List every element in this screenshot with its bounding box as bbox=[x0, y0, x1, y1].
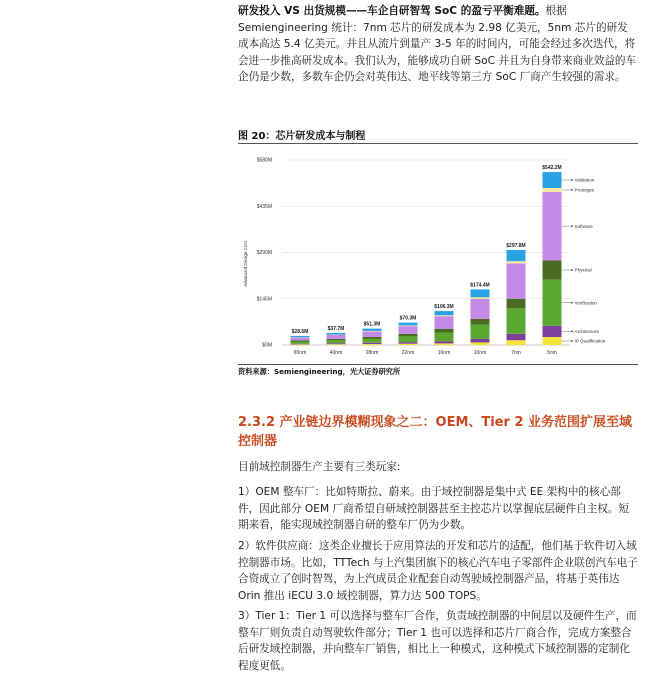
bar-segment bbox=[543, 192, 562, 261]
bar-segment bbox=[363, 344, 382, 345]
y-tick-label: $290M bbox=[256, 250, 272, 257]
intro-lead: 研发投入 VS 出货规模——车企自研智驾 SoC 的盈亏平衡难题。 bbox=[238, 5, 546, 17]
x-tick-label: 22nm bbox=[401, 350, 415, 356]
players-item-tier1: 3）Tier 1：Tier 1 可以选择与整车厂合作，负责域控制器的中间层以及硬件生产，而整车厂则负责自动驾驶软件部分；Tier 1 也可以选择和芯片厂商合作，完成方案整合后研发域控制器，并向整车厂销售，相比上一种模式，这种模式下域控制器的定制化程度更低。 bbox=[238, 610, 637, 672]
figure-top-rule bbox=[238, 143, 638, 144]
figure-bottom-rule bbox=[238, 364, 638, 365]
players-item-software: 2）软件供应商：这类企业擅长于应用算法的开发和芯片的适配，他们基于软件切入域控制器市场。比如，TTTech 与上汽集团旗下的核心汽车电子零部件企业联创汽车电子合资成立了创时智驾，为上汽成员企业配套自动驾驶域控制器产品，将基于英伟达 Orin 推出 iECU 3.0 域控制器，算力达 500 TOPS。 bbox=[238, 540, 638, 602]
y-tick-label: $435M bbox=[256, 203, 272, 210]
figure-title: 图 20：芯片研发成本与制程 bbox=[238, 131, 366, 142]
bar-segment bbox=[327, 339, 346, 340]
intro-paragraph bbox=[238, 3, 638, 86]
bar-segment bbox=[543, 337, 562, 345]
bar-segment bbox=[435, 316, 454, 329]
chart-gridlines bbox=[282, 160, 570, 345]
bar-segment bbox=[471, 319, 490, 325]
bar-segment bbox=[435, 311, 454, 315]
x-tick-label: 28nm bbox=[365, 350, 379, 356]
section-heading: 2.3.2 产业链边界模糊现象之二：OEM、Tier 2 业务范围扩展至域控制器 bbox=[238, 415, 633, 449]
bar-segment bbox=[327, 335, 346, 339]
bar-segment bbox=[399, 342, 418, 344]
x-tick-label: 7nm bbox=[511, 350, 521, 356]
legend-dot bbox=[571, 179, 573, 181]
bar-segment bbox=[363, 332, 382, 338]
legend-dot bbox=[571, 189, 573, 191]
bar-segment bbox=[399, 344, 418, 345]
bar-segment bbox=[435, 341, 454, 343]
players-intro: 目前域控制器生产主要有三类玩家: bbox=[238, 461, 401, 473]
legend-label: Prototype bbox=[574, 187, 595, 193]
bar-total-label: $174.4M bbox=[470, 282, 490, 289]
x-tick-label: 40nm bbox=[329, 350, 343, 356]
bar-segment bbox=[363, 337, 382, 339]
legend-dot bbox=[571, 331, 573, 333]
bar-segment bbox=[543, 188, 562, 192]
bar-segment bbox=[327, 333, 346, 335]
bar-segment bbox=[327, 340, 346, 343]
legend-dot bbox=[571, 225, 573, 227]
bar-segment bbox=[399, 325, 418, 326]
bar-segment bbox=[363, 331, 382, 332]
bar-segment bbox=[507, 263, 526, 298]
bar-segment bbox=[399, 323, 418, 326]
bar-segment bbox=[471, 299, 490, 319]
bar-segment bbox=[327, 344, 346, 345]
y-tick-label: $0M bbox=[262, 342, 272, 349]
chart-bars bbox=[291, 172, 562, 345]
bar-total-label: $70.3M bbox=[399, 315, 417, 322]
bar-segment bbox=[363, 339, 382, 343]
chart-y-axis-label: Advanced Design Cost bbox=[243, 241, 248, 287]
legend-dot bbox=[571, 269, 573, 271]
bar-total-label: $297.8M bbox=[506, 243, 526, 250]
bar-total-label: $28.5M bbox=[291, 328, 309, 335]
bar-segment bbox=[435, 329, 454, 333]
figure-source: 资料来源：Semiengineering，光大证券研究所 bbox=[238, 367, 401, 376]
bar-segment bbox=[399, 336, 418, 342]
bar-segment bbox=[435, 343, 454, 345]
legend-label: Software bbox=[574, 223, 593, 229]
chart-x-ticks bbox=[294, 350, 557, 356]
legend-dot bbox=[571, 340, 573, 342]
bar-segment bbox=[471, 339, 490, 343]
bar-segment bbox=[543, 280, 562, 326]
y-tick-label: $145M bbox=[256, 296, 272, 303]
bar-segment bbox=[507, 334, 526, 340]
intro-body: 根据 Semiengineering 统计：7nm 芯片的研发成本为 2.98 亿美元，5nm 芯片的研发成本高达 5.4 亿美元。并且从流片到量产 3-5 年的时间内，可能会经过多次迭代，将会进一步推高研发成本。我们认为，能够成功自研 SoC 并且为自身带来商业效益的车企仍是少数，多数车企仍会对英伟达、地平线等第三方 SoC 厂商产生较强的需求。 bbox=[238, 5, 637, 84]
legend-label: Physical bbox=[574, 267, 592, 273]
bar-segment bbox=[399, 334, 418, 337]
chart-y-ticks bbox=[257, 158, 272, 349]
bar-segment bbox=[471, 325, 490, 339]
legend-label: Verification bbox=[574, 300, 597, 306]
y-tick-label: $580M bbox=[256, 157, 272, 164]
bar-segment bbox=[543, 326, 562, 337]
bar-segment bbox=[507, 340, 526, 345]
bar-segment bbox=[291, 336, 310, 337]
legend-label: Validation bbox=[574, 177, 595, 183]
bar-segment bbox=[291, 341, 310, 343]
bar-total-label: $37.7M bbox=[327, 325, 345, 332]
x-tick-label: 65nm bbox=[293, 350, 307, 356]
bar-segment bbox=[291, 338, 310, 341]
bar-segment bbox=[363, 329, 382, 331]
bar-segment bbox=[327, 343, 346, 344]
legend-label: Architecture bbox=[574, 329, 600, 335]
bar-segment bbox=[507, 308, 526, 334]
bar-segment bbox=[543, 260, 562, 279]
bar-segment bbox=[507, 261, 526, 263]
bar-segment bbox=[507, 250, 526, 261]
bar-segment bbox=[291, 344, 310, 345]
bar-segment bbox=[471, 342, 490, 345]
bar-segment bbox=[363, 343, 382, 344]
bar-total-label: $106.3M bbox=[434, 304, 454, 311]
chart-legend bbox=[562, 178, 606, 344]
design-cost-chart bbox=[238, 148, 638, 362]
bar-total-label: $51.3M bbox=[363, 321, 381, 328]
x-tick-label: 16nm bbox=[437, 350, 451, 356]
legend-dot bbox=[571, 302, 573, 304]
bar-segment bbox=[291, 344, 310, 345]
players-item-oem: 1）OEM 整车厂：比如特斯拉、蔚来。由于域控制器是集中式 EE 架构中的核心部件，因此部分 OEM 厂商希望自研域控制器甚至主控芯片以掌握底层硬件自主权。短期来看，能实现域控制器自研的整车厂仍为少数。 bbox=[238, 486, 630, 532]
bar-segment bbox=[435, 315, 454, 316]
x-tick-label: 10nm bbox=[473, 350, 487, 356]
bar-segment bbox=[471, 289, 490, 297]
x-tick-label: 5nm bbox=[547, 350, 557, 356]
bar-segment bbox=[435, 333, 454, 342]
bar-segment bbox=[291, 340, 310, 341]
bar-segment bbox=[471, 297, 490, 299]
bar-total-label: $542.2M bbox=[542, 165, 562, 172]
bar-segment bbox=[507, 299, 526, 309]
legend-label: IP Qualification bbox=[574, 338, 606, 344]
bar-segment bbox=[543, 172, 562, 188]
bar-segment bbox=[399, 326, 418, 334]
